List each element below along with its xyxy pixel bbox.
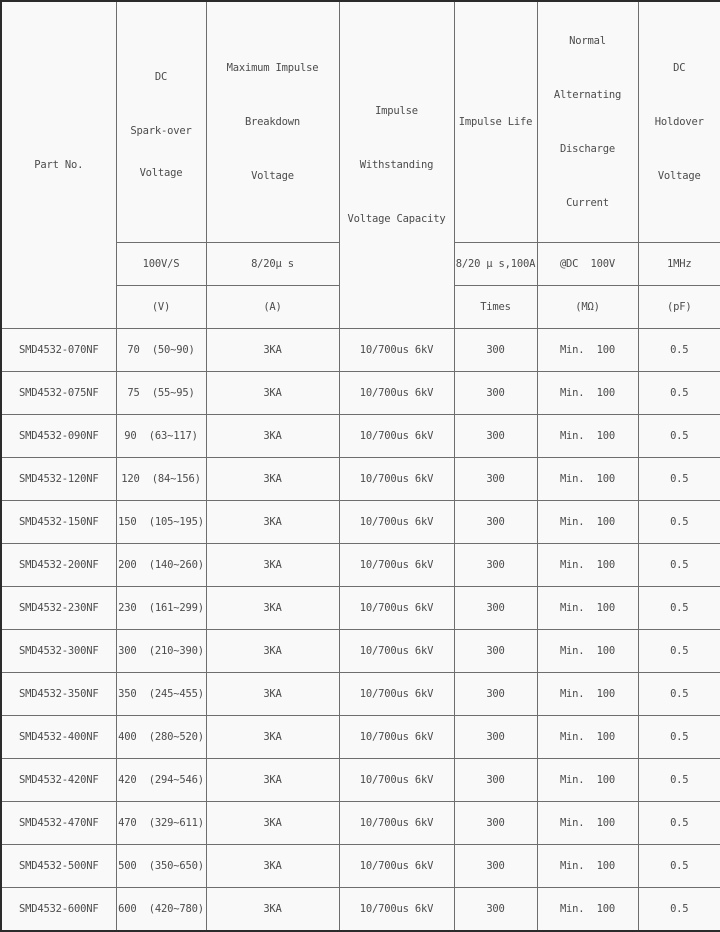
cell-holdover: 0.5 [638, 458, 720, 501]
header-label: Spark-over [117, 122, 206, 140]
cell-breakdown: 3KA [206, 587, 339, 630]
table-row [1, 587, 720, 630]
cell-part: SMD4532-200NF [1, 544, 116, 587]
table-row [1, 544, 720, 587]
header-max-impulse-breakdown-voltage [206, 1, 339, 243]
cell-discharge: Min. 100 [537, 759, 638, 802]
cell-discharge: Min. 100 [537, 415, 638, 458]
cell-holdover: 0.5 [638, 329, 720, 372]
cell-holdover: 0.5 [638, 372, 720, 415]
cell-breakdown: 3KA [206, 845, 339, 888]
header-impulse-life [454, 1, 537, 243]
table-row [1, 458, 720, 501]
cell-withstand: 10/700us 6kV [339, 544, 454, 587]
cell-discharge: Min. 100 [537, 888, 638, 931]
cell-holdover: 0.5 [638, 845, 720, 888]
cell-holdover: 0.5 [638, 673, 720, 716]
cell-part: SMD4532-120NF [1, 458, 116, 501]
table-row [1, 329, 720, 372]
header-label: Alternating [538, 80, 638, 110]
cell-spark: 400 (280~520) [116, 716, 206, 759]
cell-holdover: 0.5 [638, 802, 720, 845]
table-body [1, 329, 720, 931]
cell-life: 300 [454, 544, 537, 587]
cell-breakdown: 3KA [206, 888, 339, 931]
header-label: DC [117, 62, 206, 92]
cell-holdover: 0.5 [638, 501, 720, 544]
header-label: Holdover [639, 107, 720, 137]
cell-withstand: 10/700us 6kV [339, 802, 454, 845]
cell-life: 300 [454, 458, 537, 501]
header-label: Voltage Capacity [340, 204, 454, 234]
unit-impulse-life: Times [454, 286, 537, 329]
cell-part: SMD4532-400NF [1, 716, 116, 759]
table-row [1, 845, 720, 888]
header-label: Breakdown [207, 107, 339, 137]
cell-spark: 300 (210~390) [116, 630, 206, 673]
cell-breakdown: 3KA [206, 630, 339, 673]
cell-withstand: 10/700us 6kV [339, 845, 454, 888]
header-label: Voltage [117, 164, 206, 182]
cell-life: 300 [454, 372, 537, 415]
cell-spark: 120 (84~156) [116, 458, 206, 501]
cell-spark: 150 (105~195) [116, 501, 206, 544]
table-row [1, 372, 720, 415]
cell-withstand: 10/700us 6kV [339, 329, 454, 372]
cell-spark: 200 (140~260) [116, 544, 206, 587]
cell-breakdown: 3KA [206, 458, 339, 501]
cell-breakdown: 3KA [206, 544, 339, 587]
condition-discharge-current: @DC 100V [537, 243, 638, 286]
header-part-no [1, 1, 116, 329]
cell-discharge: Min. 100 [537, 458, 638, 501]
header-label: Part No. [2, 150, 116, 180]
cell-holdover: 0.5 [638, 716, 720, 759]
cell-withstand: 10/700us 6kV [339, 673, 454, 716]
condition-impulse-life: 8/20 μ s,100A [454, 243, 537, 286]
cell-withstand: 10/700us 6kV [339, 759, 454, 802]
cell-spark: 70 (50~90) [116, 329, 206, 372]
cell-discharge: Min. 100 [537, 802, 638, 845]
cell-spark: 470 (329~611) [116, 802, 206, 845]
cell-life: 300 [454, 673, 537, 716]
cell-part: SMD4532-600NF [1, 888, 116, 931]
cell-breakdown: 3KA [206, 759, 339, 802]
cell-discharge: Min. 100 [537, 587, 638, 630]
cell-discharge: Min. 100 [537, 544, 638, 587]
table-row [1, 630, 720, 673]
unit-holdover: (pF) [638, 286, 720, 329]
cell-life: 300 [454, 630, 537, 673]
cell-discharge: Min. 100 [537, 845, 638, 888]
cell-holdover: 0.5 [638, 759, 720, 802]
cell-breakdown: 3KA [206, 501, 339, 544]
cell-breakdown: 3KA [206, 415, 339, 458]
cell-holdover: 0.5 [638, 587, 720, 630]
unit-discharge-current: (MΩ) [537, 286, 638, 329]
cell-spark: 350 (245~455) [116, 673, 206, 716]
header-label: Maximum Impulse [207, 53, 339, 83]
header-row-titles [1, 1, 720, 243]
cell-discharge: Min. 100 [537, 716, 638, 759]
unit-spark-over: (V) [116, 286, 206, 329]
cell-breakdown: 3KA [206, 716, 339, 759]
cell-withstand: 10/700us 6kV [339, 587, 454, 630]
header-label: Current [538, 188, 638, 218]
header-label: Withstanding [340, 150, 454, 180]
cell-life: 300 [454, 759, 537, 802]
cell-breakdown: 3KA [206, 673, 339, 716]
condition-holdover: 1MHz [638, 243, 720, 286]
cell-discharge: Min. 100 [537, 329, 638, 372]
cell-part: SMD4532-470NF [1, 802, 116, 845]
cell-withstand: 10/700us 6kV [339, 458, 454, 501]
cell-spark: 90 (63~117) [116, 415, 206, 458]
cell-life: 300 [454, 501, 537, 544]
table-row [1, 802, 720, 845]
cell-part: SMD4532-500NF [1, 845, 116, 888]
cell-holdover: 0.5 [638, 630, 720, 673]
cell-discharge: Min. 100 [537, 372, 638, 415]
cell-discharge: Min. 100 [537, 630, 638, 673]
header-label: DC [639, 53, 720, 83]
cell-life: 300 [454, 587, 537, 630]
cell-withstand: 10/700us 6kV [339, 888, 454, 931]
cell-spark: 600 (420~780) [116, 888, 206, 931]
cell-part: SMD4532-300NF [1, 630, 116, 673]
cell-life: 300 [454, 415, 537, 458]
header-impulse-withstanding-voltage-capacity [339, 1, 454, 329]
header-label: Impulse Life [455, 107, 537, 137]
cell-life: 300 [454, 716, 537, 759]
cell-part: SMD4532-070NF [1, 329, 116, 372]
table-row [1, 888, 720, 931]
cell-discharge: Min. 100 [537, 501, 638, 544]
cell-holdover: 0.5 [638, 544, 720, 587]
cell-breakdown: 3KA [206, 372, 339, 415]
cell-withstand: 10/700us 6kV [339, 415, 454, 458]
cell-spark: 230 (161~299) [116, 587, 206, 630]
cell-withstand: 10/700us 6kV [339, 372, 454, 415]
cell-life: 300 [454, 845, 537, 888]
condition-breakdown: 8/20μ s [206, 243, 339, 286]
cell-discharge: Min. 100 [537, 673, 638, 716]
cell-spark: 420 (294~546) [116, 759, 206, 802]
unit-breakdown: (A) [206, 286, 339, 329]
cell-part: SMD4532-075NF [1, 372, 116, 415]
cell-part: SMD4532-090NF [1, 415, 116, 458]
table-row [1, 673, 720, 716]
cell-part: SMD4532-230NF [1, 587, 116, 630]
header-dc-spark-over-voltage [116, 1, 206, 243]
table-row [1, 415, 720, 458]
cell-holdover: 0.5 [638, 888, 720, 931]
header-label: Impulse [340, 96, 454, 126]
table-header [1, 1, 720, 329]
cell-spark: 500 (350~650) [116, 845, 206, 888]
table-row [1, 759, 720, 802]
header-dc-holdover-voltage [638, 1, 720, 243]
cell-holdover: 0.5 [638, 415, 720, 458]
cell-life: 300 [454, 888, 537, 931]
cell-life: 300 [454, 329, 537, 372]
cell-part: SMD4532-150NF [1, 501, 116, 544]
header-label: Normal [538, 26, 638, 56]
header-normal-alternating-discharge-current [537, 1, 638, 243]
cell-breakdown: 3KA [206, 329, 339, 372]
cell-part: SMD4532-420NF [1, 759, 116, 802]
table-row [1, 716, 720, 759]
condition-spark-over: 100V/S [116, 243, 206, 286]
table-row [1, 501, 720, 544]
header-label: Discharge [538, 134, 638, 164]
header-label: Voltage [639, 161, 720, 191]
cell-breakdown: 3KA [206, 802, 339, 845]
header-label: Voltage [207, 161, 339, 191]
cell-spark: 75 (55~95) [116, 372, 206, 415]
cell-part: SMD4532-350NF [1, 673, 116, 716]
cell-withstand: 10/700us 6kV [339, 501, 454, 544]
cell-life: 300 [454, 802, 537, 845]
cell-withstand: 10/700us 6kV [339, 716, 454, 759]
cell-withstand: 10/700us 6kV [339, 630, 454, 673]
